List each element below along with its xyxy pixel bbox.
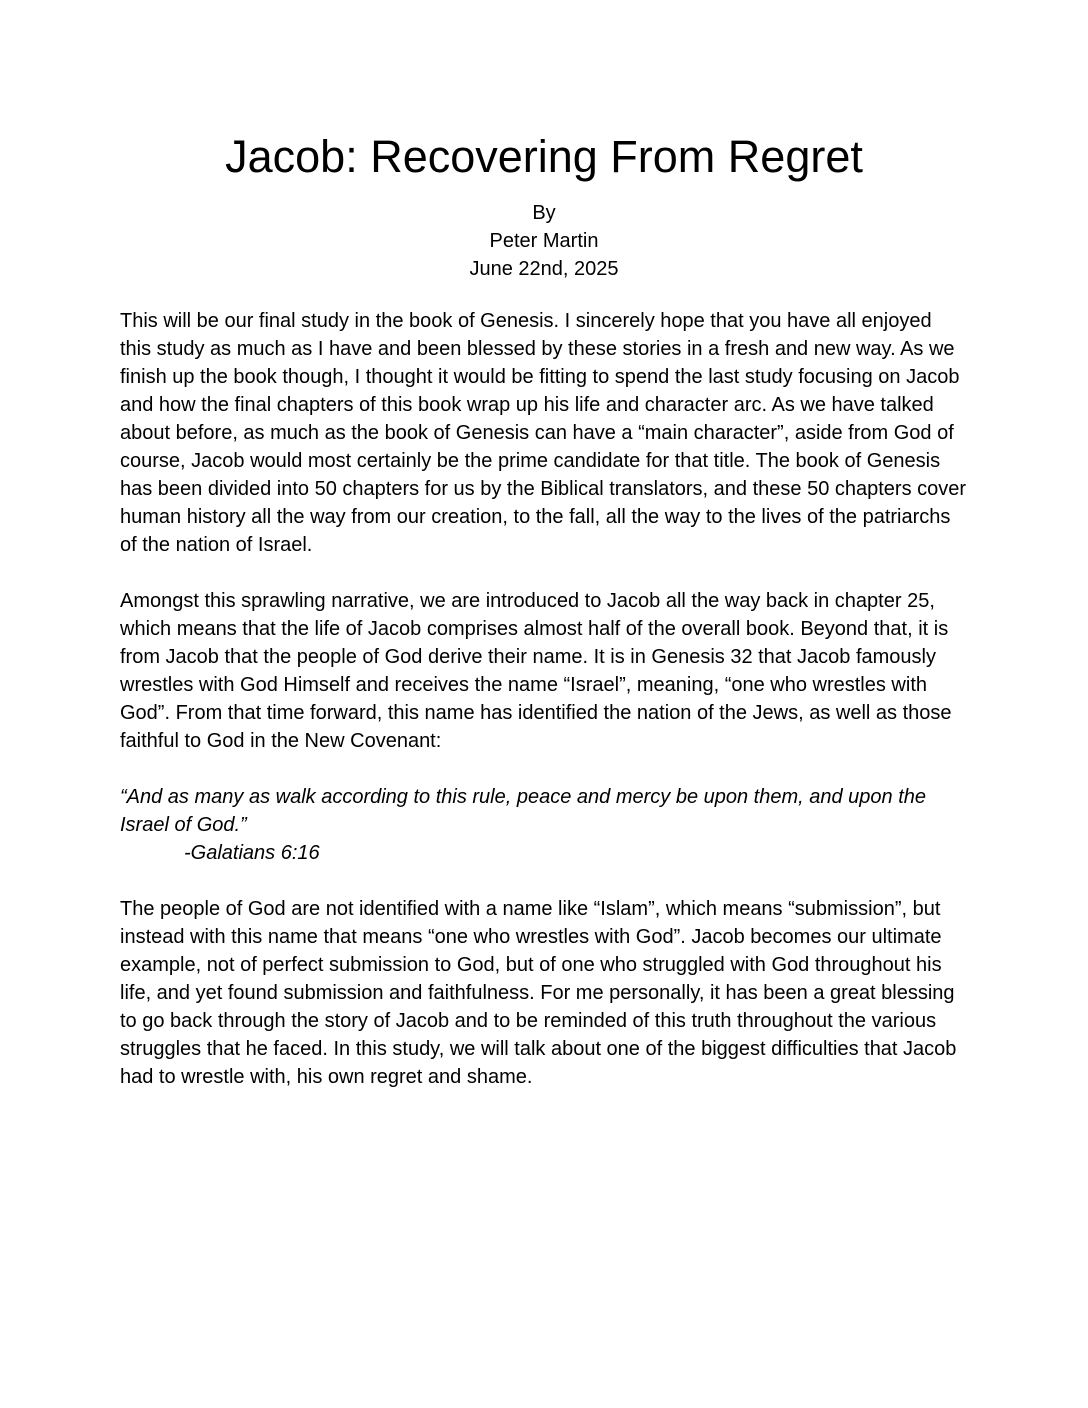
byline (120, 199, 968, 283)
paragraph-narrative: Amongst this sprawling narrative, we are introduced to Jacob all the way back in chapter 25, which means that the life of Jacob comprises almost half of the overall book. Beyond that, it is from Jacob that the people of God derive their name. It is in Genesis 32 that Jacob famously wrestles with God Himself and receives the name “Israel”, meaning, “one who wrestles with God”. From that time forward, this name has identified the nation of the Jews, as well as those faithful to God in the New Covenant: (120, 590, 952, 752)
paragraph-intro: This will be our final study in the book of Genesis. I sincerely hope that you have all enjoyed this study as much as I have and been blessed by these stories in a fresh and new way. As we finish up the book though, I thought it would be fitting to spend the last study focusing on Jacob and how the final chapters of this book wrap up his life and character arc. As we have talked about before, as much as the book of Genesis can have a “main character”, aside from God of course, Jacob would most certainly be the prime candidate for that title. The book of Genesis has been divided into 50 chapters for us by the Biblical translators, and these 50 chapters cover human history all the way from our creation, to the fall, all the way to the lives of the patriarchs of the nation of Israel. (120, 310, 967, 556)
document-body (120, 307, 968, 1091)
byline-author: Peter Martin (489, 230, 599, 252)
page-title: Jacob: Recovering From Regret (225, 131, 863, 182)
scripture-quote-attribution: -Galatians 6:16 (184, 842, 320, 864)
paragraph-conclusion: The people of God are not identified with a name like “Islam”, which means “submission”, but instead with this name that means “one who wrestles with God”. Jacob becomes our ultimate example, not of perfect submission to God, but of one who struggled with God throughout his life, and yet found submission and faithfulness. For me personally, it has been a great blessing to go back through the story of Jacob and to be reminded of this truth throughout the various struggles that he faced. In this study, we will talk about one of the biggest difficulties that Jacob had to wrestle with, his own regret and shame. (120, 898, 957, 1088)
scripture-quote: “And as many as walk according to this rule, peace and mercy be upon them, and upon the Israel of God.” (120, 786, 927, 836)
byline-date: June 22nd, 2025 (469, 258, 619, 280)
byline-by: By (532, 202, 556, 224)
